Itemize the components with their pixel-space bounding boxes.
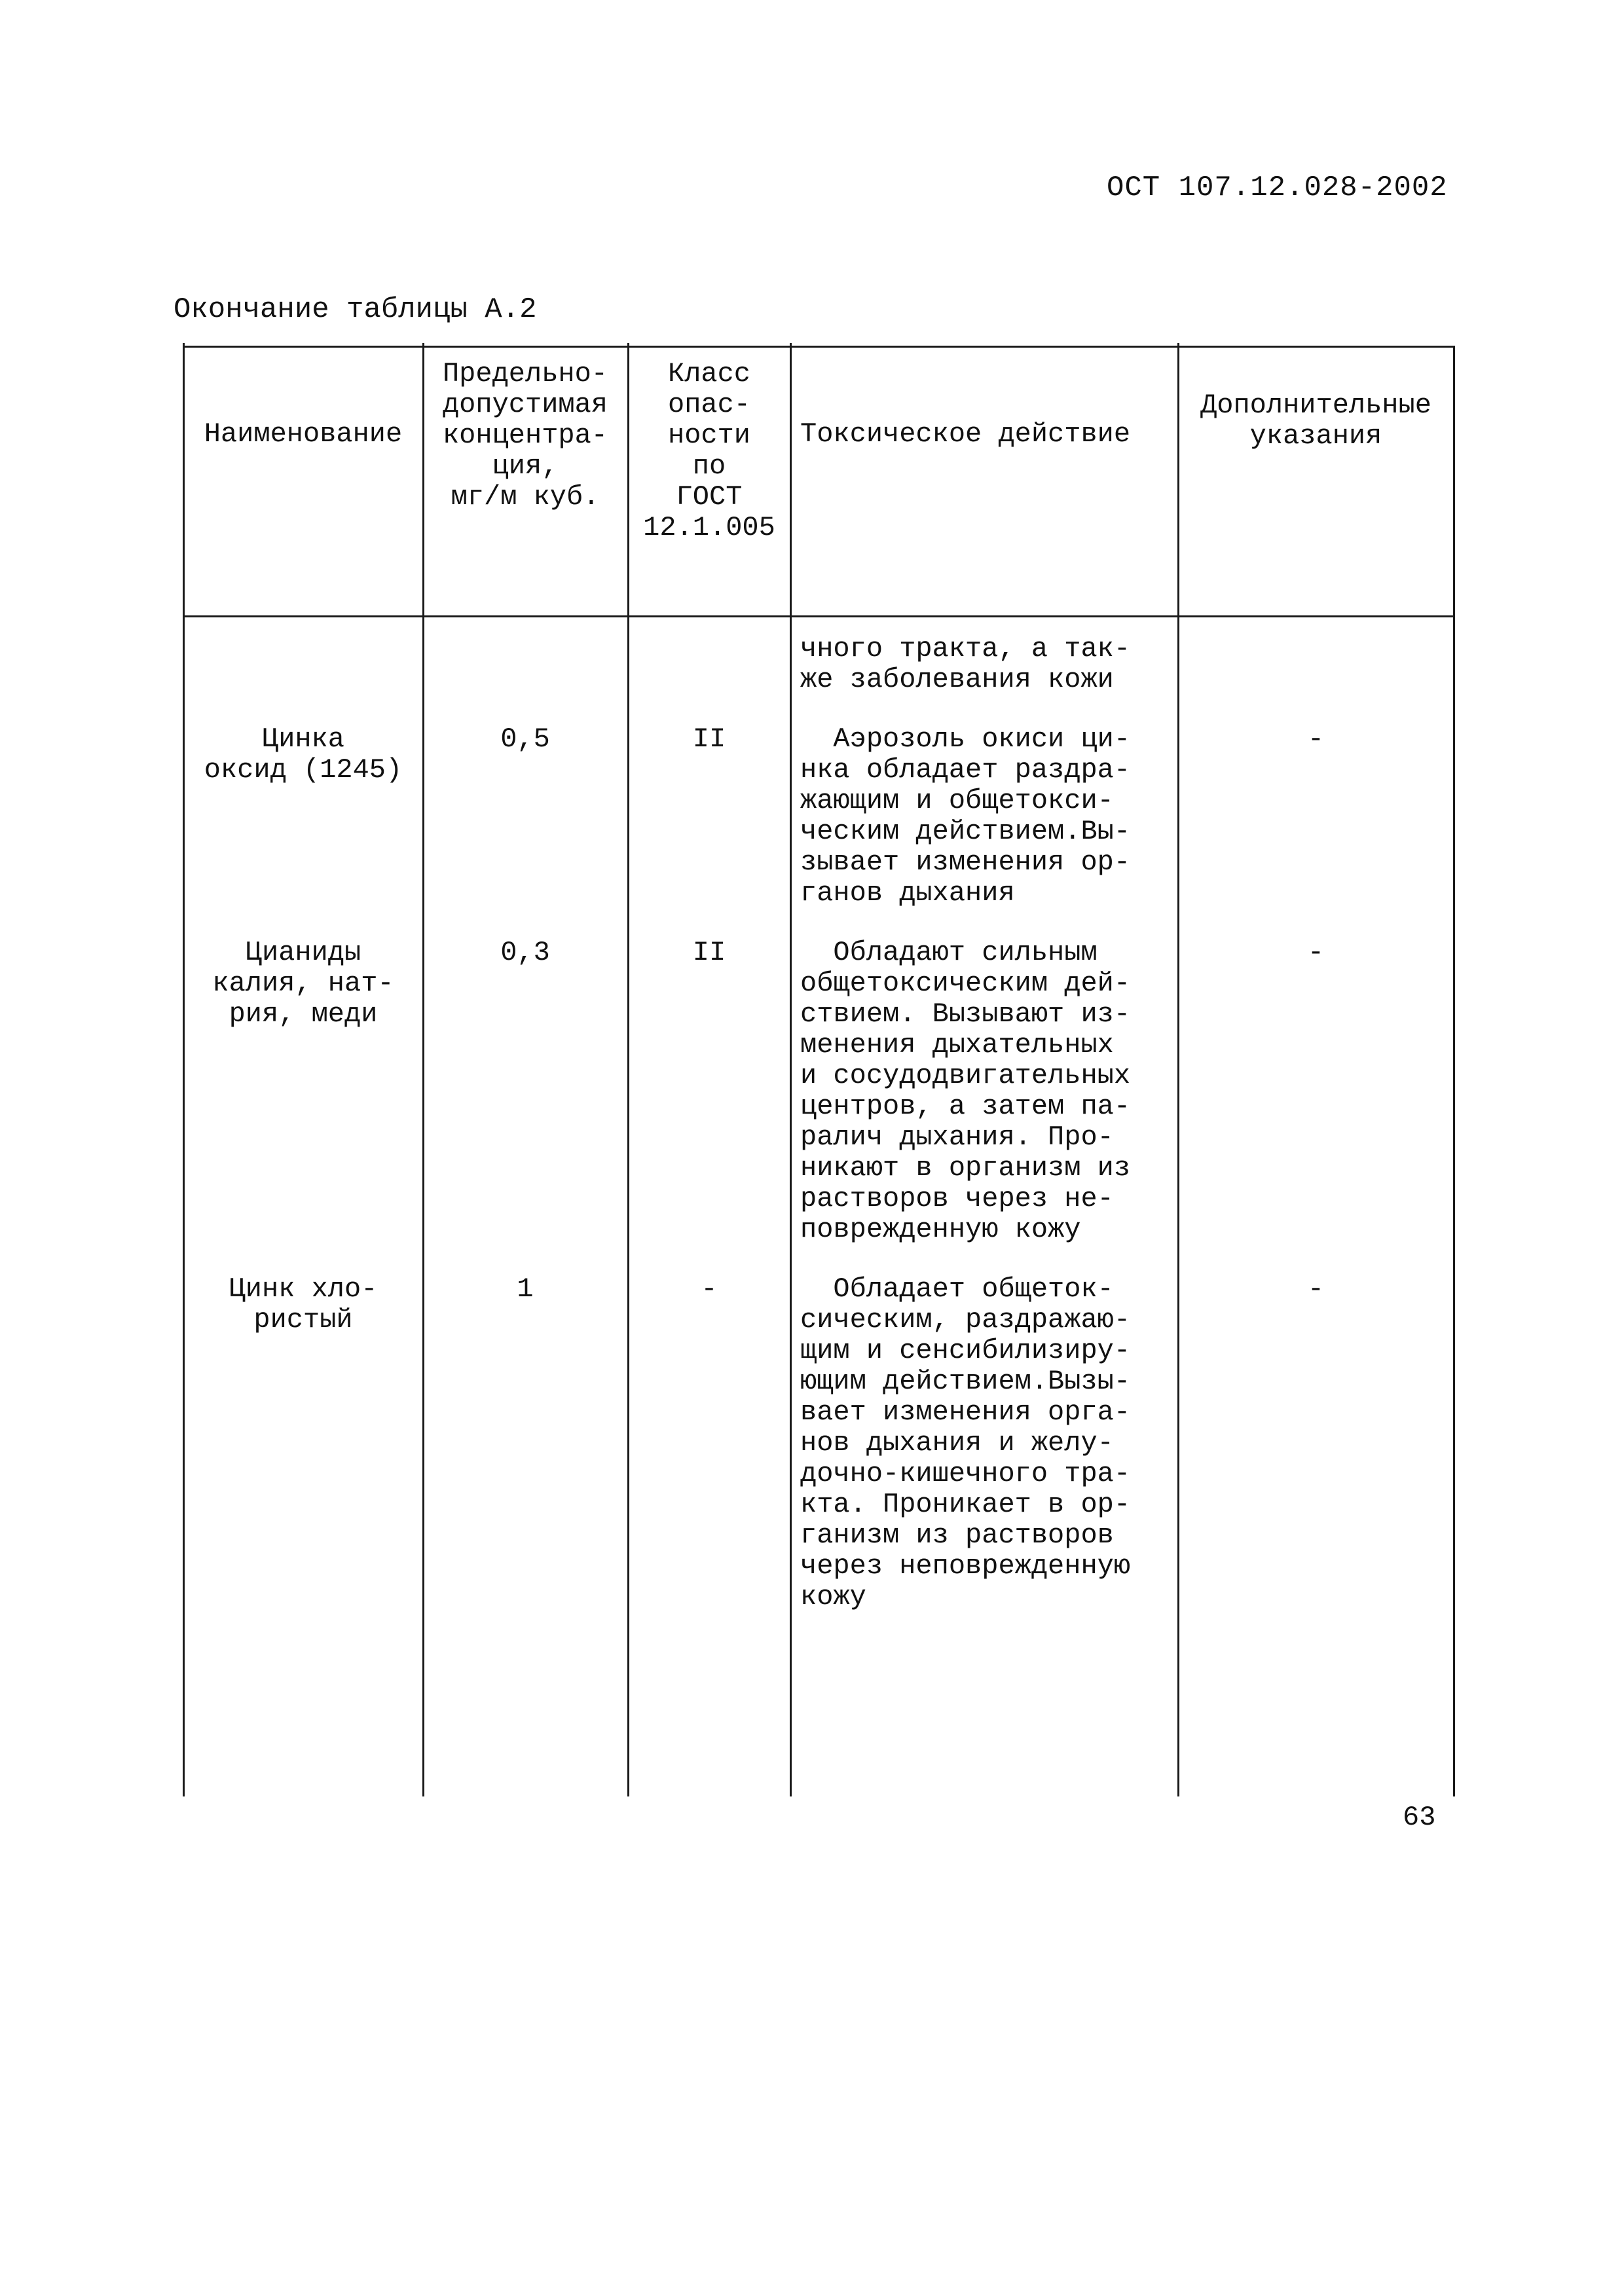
cell-notes: - xyxy=(1307,723,1325,755)
column-header-hazard-class: Класс опас- ности по ГОСТ 12.1.005 xyxy=(643,358,775,543)
table-border-top xyxy=(183,346,1455,348)
column-header-notes: Дополнительные указания xyxy=(1200,390,1431,452)
cell-notes: - xyxy=(1307,1273,1325,1305)
cell-pdk: 0,5 xyxy=(500,723,550,755)
cell-hazard-class: II xyxy=(692,937,726,968)
page-number: 63 xyxy=(1403,1802,1436,1833)
cell-toxic-effect: Аэрозоль окиси ци- нка обладает раздра- жающим и общетокси- ческим действием.Вы- зывает изменения ор- ганов дыхания xyxy=(800,723,1131,909)
table-border-right xyxy=(1453,347,1455,1796)
column-header-pdk: Предельно- допустимая концентра- ция, мг/м куб. xyxy=(442,358,608,513)
cell-name: Цинк хло- ристый xyxy=(229,1273,378,1336)
cell-pdk: 1 xyxy=(517,1273,534,1305)
cell-hazard-class: - xyxy=(701,1273,718,1305)
column-divider-3 xyxy=(790,343,792,1796)
cell-notes: - xyxy=(1307,937,1325,968)
document-code: ОСТ 107.12.028-2002 xyxy=(1107,172,1448,204)
continuation-text: чного тракта, а так- же заболевания кожи xyxy=(800,633,1131,695)
column-header-name: Наименование xyxy=(204,418,403,450)
cell-toxic-effect: Обладают сильным общетоксическим дей- ствием. Вызывают из- менения дыхательных и сосудодвигательных центров, а затем па- ралич дыхания. Про- никают в организм из растворов через не- поврежденную кожу xyxy=(800,937,1131,1245)
column-divider-2 xyxy=(627,343,629,1796)
cell-name: Цинка оксид (1245) xyxy=(204,723,403,786)
table-caption: Окончание таблицы А.2 xyxy=(174,293,537,326)
cell-name: Цианиды калия, нат- рия, меди xyxy=(212,937,394,1030)
column-header-toxic-effect: Токсическое действие xyxy=(800,418,1131,450)
header-bottom-line xyxy=(183,615,1455,617)
cell-toxic-effect: Обладает общеток- сическим, раздражаю- щим и сенсибилизиру- ющим действием.Вызы- вает изменения орга- нов дыхания и желу- дочно-кишечного тра- кта. Проникает в ор- ганизм из растворов через неповрежденную кожу xyxy=(800,1273,1131,1613)
cell-pdk: 0,3 xyxy=(500,937,550,968)
column-divider-1 xyxy=(422,343,424,1796)
column-divider-4 xyxy=(1177,343,1179,1796)
table-border-left xyxy=(183,343,185,1796)
cell-hazard-class: II xyxy=(692,723,726,755)
